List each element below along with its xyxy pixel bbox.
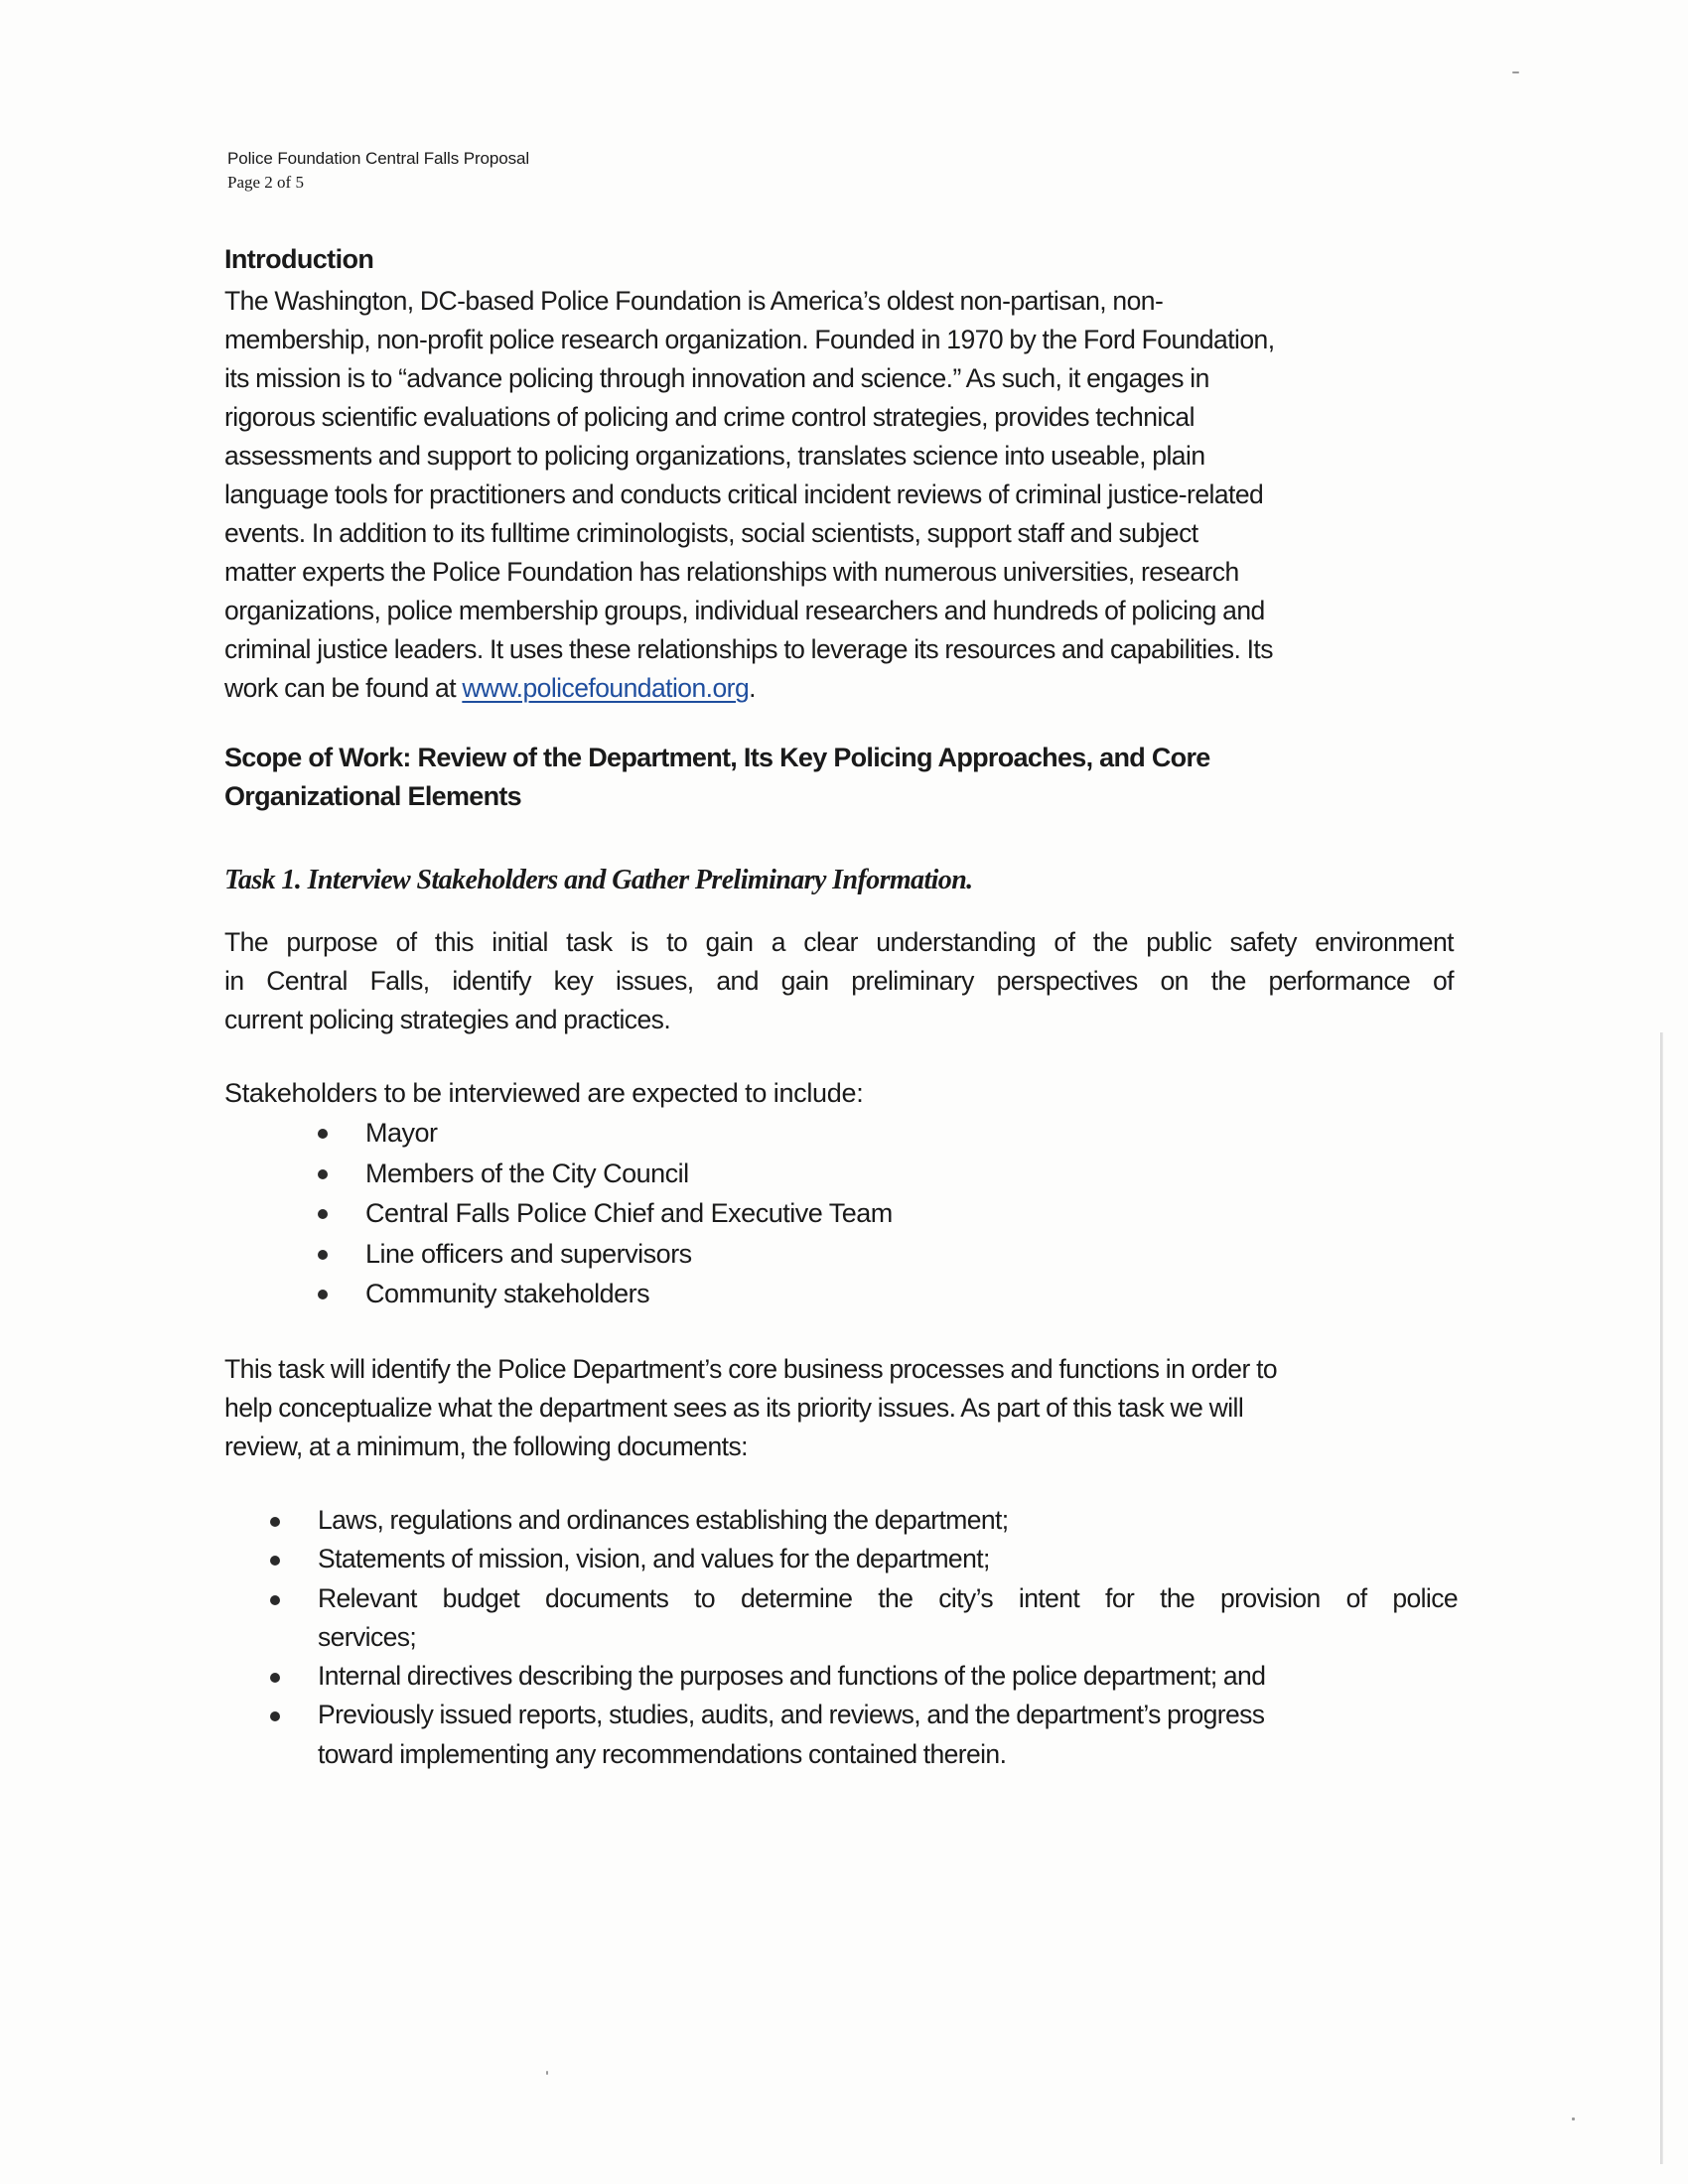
text-line: organizations, police membership groups, individual researchers and hundreds of policing and: [224, 596, 1265, 625]
list-item: [270, 1501, 1458, 1540]
task1-documents-paragraph: [224, 1350, 1454, 1466]
list-item-text: Mayor: [365, 1118, 438, 1148]
text-line: The Washington, DC-based Police Foundation is America’s oldest non-partisan, non-: [224, 286, 1164, 316]
task1-heading: Task 1. Interview Stakeholders and Gather Preliminary Information.: [224, 865, 973, 895]
police-foundation-website-link[interactable]: www.policefoundation.org: [462, 673, 750, 703]
bullet-icon: [318, 1169, 328, 1179]
bullet-icon: [318, 1129, 328, 1139]
documents-list: [270, 1501, 1458, 1774]
text-line: its mission is to “advance policing through innovation and science.” As such, it engages in: [224, 363, 1209, 393]
stakeholders-intro: [224, 1074, 1466, 1113]
list-item: [270, 1579, 1458, 1658]
list-item-text: Previously issued reports, studies, audits, and reviews, and the department’s progress: [318, 1700, 1265, 1730]
list-item-text: Internal directives describing the purposes and functions of the police department; and: [318, 1661, 1266, 1692]
link-prefix-text: work can be found at: [224, 673, 463, 703]
heading-line: Scope of Work: Review of the Department, Its Key Policing Approaches, and Core: [224, 743, 1210, 772]
link-suffix-text: .: [749, 673, 756, 703]
bullet-icon: [270, 1595, 280, 1605]
page-number-label: Page 2 of 5: [227, 173, 304, 192]
scan-artifact: [1572, 2117, 1575, 2120]
introduction-heading: Introduction: [224, 244, 374, 274]
scope-of-work-heading: [224, 739, 1466, 816]
list-item-text: Central Falls Police Chief and Executive Team: [365, 1198, 893, 1228]
document-header-title: Police Foundation Central Falls Proposal: [227, 149, 530, 168]
text-line: matter experts the Police Foundation has relationships with numerous universities, research: [224, 557, 1239, 587]
introduction-paragraph: [224, 282, 1466, 708]
text-line: Stakeholders to be interviewed are expected to include:: [224, 1078, 864, 1108]
list-item: [270, 1540, 1458, 1578]
list-item-text: Statements of mission, vision, and values for the department;: [318, 1544, 990, 1574]
list-item: [270, 1696, 1458, 1774]
bullet-icon: [318, 1290, 328, 1299]
bullet-icon: [270, 1673, 280, 1683]
bullet-icon: [270, 1517, 280, 1527]
text-line: help conceptualize what the department sees as its priority issues. As part of this task we will: [224, 1393, 1244, 1423]
text-line: assessments and support to policing organizations, translates science into useable, plain: [224, 441, 1205, 471]
scan-artifact: [546, 2071, 548, 2075]
text-line: membership, non-profit police research organization. Founded in 1970 by the Ford Foundation,: [224, 325, 1275, 354]
text-line: The purpose of this initial task is to gain a clear understanding of the public safety environment: [224, 927, 1454, 957]
text-line: criminal justice leaders. It uses these relationships to leverage its resources and capabilities. Its: [224, 634, 1273, 664]
text-line: This task will identify the Police Department’s core business processes and functions in order to: [224, 1354, 1278, 1384]
text-line-with-link: [224, 669, 1466, 708]
heading-line: Organizational Elements: [224, 781, 521, 811]
task1-purpose-paragraph: [224, 923, 1454, 1039]
scan-artifact: [1512, 71, 1519, 73]
list-item-text: services;: [318, 1621, 417, 1652]
text-line: language tools for practitioners and conducts critical incident reviews of criminal justice-related: [224, 479, 1264, 509]
list-item-text: Laws, regulations and ordinances establishing the department;: [318, 1505, 1009, 1535]
list-item-text: Community stakeholders: [365, 1279, 650, 1308]
list-item: [270, 1657, 1458, 1696]
text-line: current policing strategies and practices.: [224, 1005, 671, 1034]
list-item-text: toward implementing any recommendations contained therein.: [318, 1738, 1007, 1769]
list-item-text: Relevant budget documents to determine the city’s intent for the provision of police: [318, 1582, 1458, 1613]
bullet-icon: [318, 1250, 328, 1260]
text-line: in Central Falls, identify key issues, and gain preliminary perspectives on the performance of: [224, 966, 1454, 996]
bullet-icon: [318, 1209, 328, 1219]
bullet-icon: [270, 1711, 280, 1721]
text-line: events. In addition to its fulltime criminologists, social scientists, support staff and subject: [224, 518, 1198, 548]
text-line: rigorous scientific evaluations of policing and crime control strategies, provides technical: [224, 402, 1195, 432]
bullet-icon: [270, 1556, 280, 1566]
list-item-text: Line officers and supervisors: [365, 1238, 692, 1269]
text-line: review, at a minimum, the following documents:: [224, 1432, 748, 1461]
list-item-text: Members of the City Council: [365, 1158, 689, 1188]
scan-page-edge: [1660, 1032, 1663, 2164]
